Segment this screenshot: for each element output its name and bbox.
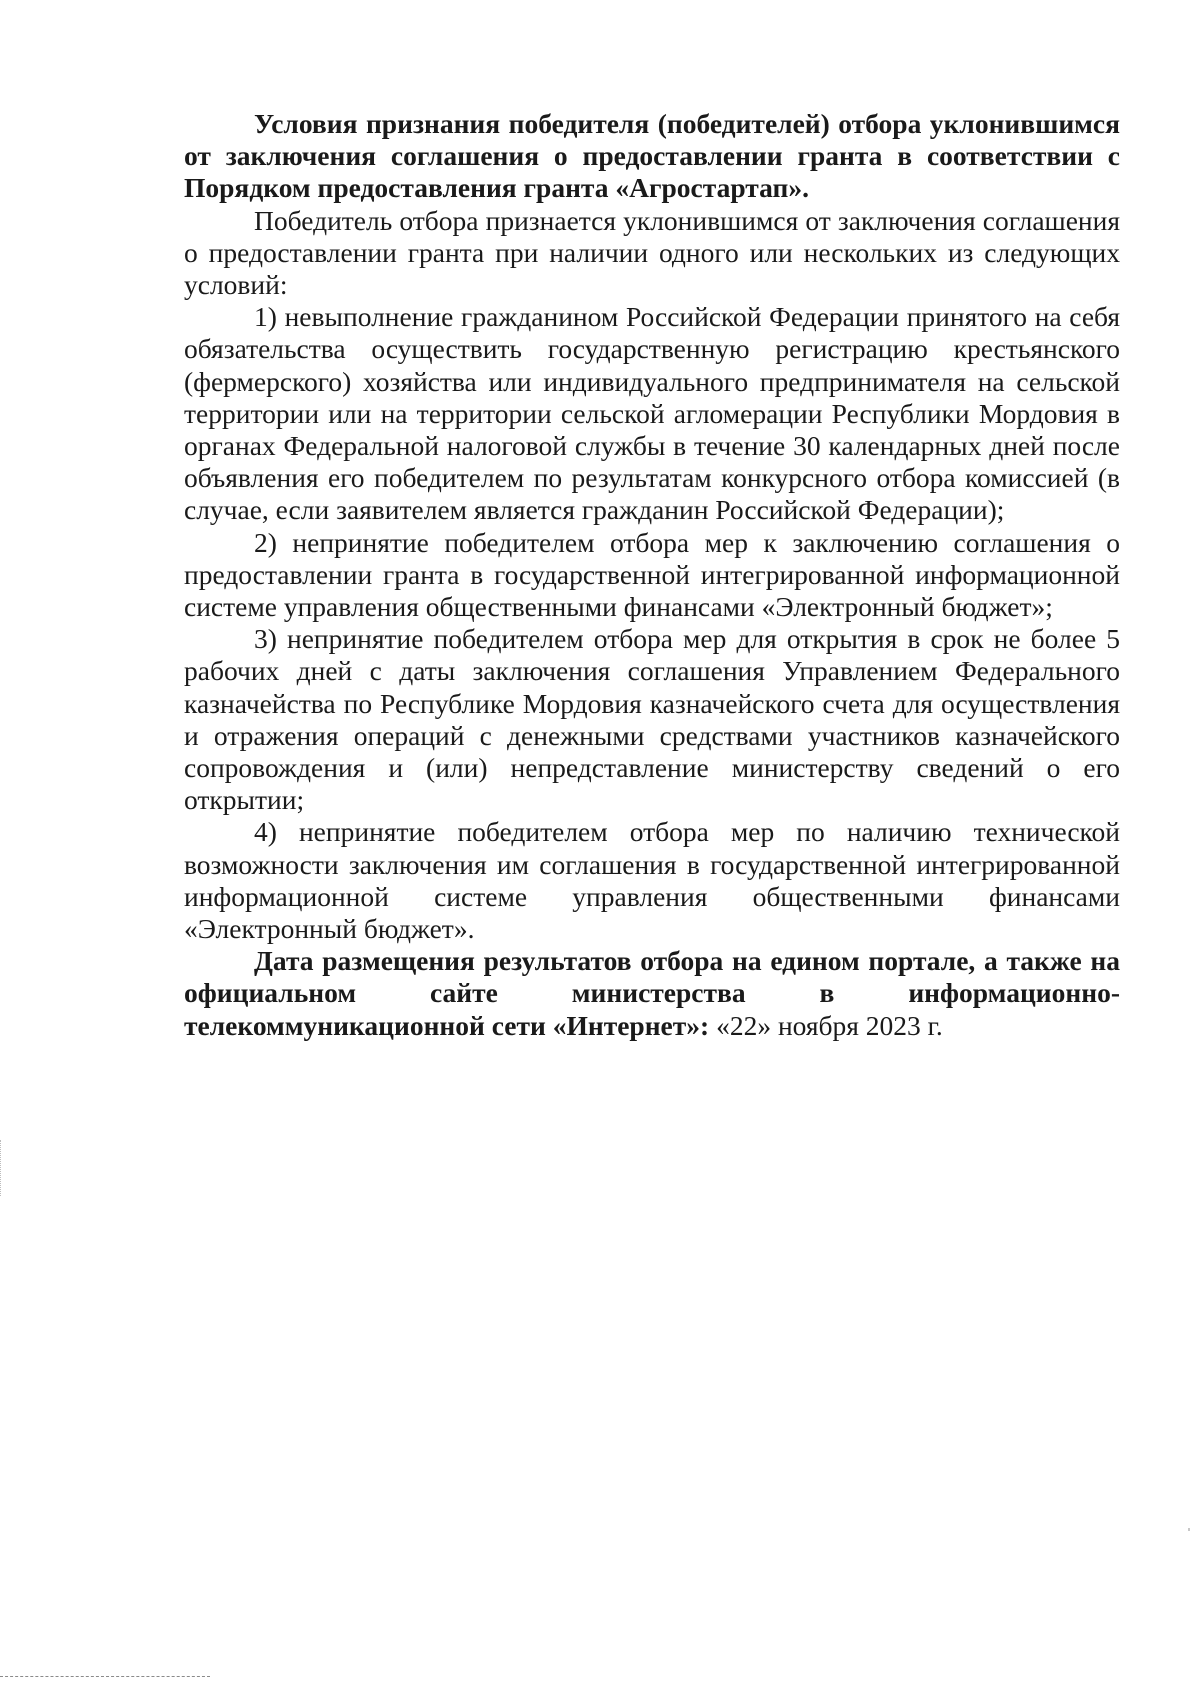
publication-date-value: «22» ноября 2023 г.: [716, 1009, 943, 1041]
condition-1: 1) невыполнение гражданином Российской Федерации принятого на себя обязательства осуществить государственную регистрацию крестьянского (фермерского) хозяйства или индивидуального предпринимателя на сельской территории или на территории сельской агломерации Республики Мордовия в органах Федеральной налоговой службы в течение 30 календарных дней после объявления его победителем по результатам конкурсного отбора комиссией (в случае, если заявителем является гражданин Российской Федерации);: [184, 301, 1120, 526]
scan-bottom-rule: [0, 1676, 210, 1677]
publication-date-label: Дата размещения результатов отбора на едином портале, а также на официальном сайте министерства в информационно-телекоммуникационной сети «Интернет»:: [184, 945, 1120, 1041]
scan-speck: [1188, 1528, 1190, 1531]
condition-2: 2) непринятие победителем отбора мер к заключению соглашения о предоставлении гранта в государственной интегрированной информационной системе управления общественными финансами «Электронный бюджет»;: [184, 526, 1120, 623]
condition-4: 4) непринятие победителем отбора мер по наличию технической возможности заключения им соглашения в государственной интегрированной информационной системе управления общественными финансами «Электронный бюджет».: [184, 816, 1120, 945]
intro-paragraph: Победитель отбора признается уклонившимся от заключения соглашения о предоставлении гранта при наличии одного или нескольких из следующих условий:: [184, 204, 1120, 301]
scan-edge-mark: [0, 1140, 3, 1196]
publication-date-paragraph: [184, 945, 1120, 1042]
condition-3: 3) непринятие победителем отбора мер для открытия в срок не более 5 рабочих дней с даты заключения соглашения Управлением Федерального казначейства по Республике Мордовия казначейского счета для осуществления и отражения операций с денежными средствами участников казначейского сопровождения и (или) непредставление министерству сведений о его открытии;: [184, 623, 1120, 816]
document-page: [184, 108, 1120, 1042]
document-heading: Условия признания победителя (победителей) отбора уклонившимся от заключения соглашения о предоставлении гранта в соответствии с Порядком предоставления гранта «Агростартап».: [184, 108, 1120, 204]
